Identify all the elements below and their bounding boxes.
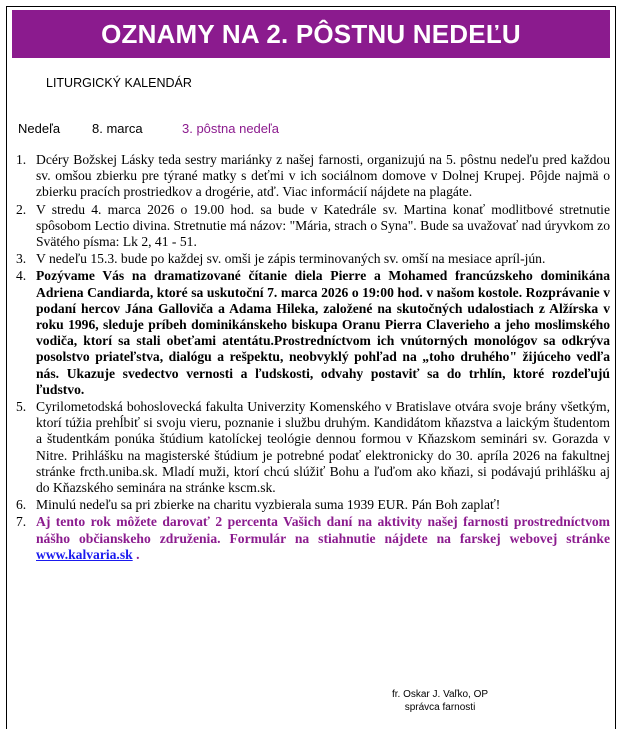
- item-number: 7.: [16, 514, 27, 530]
- list-item: [16, 251, 610, 267]
- item-number: 4.: [16, 268, 27, 284]
- calendar-feast: 3. pôstna nedeľa: [182, 121, 280, 136]
- list-item: [16, 497, 610, 513]
- item-text: V nedeľu 15.3. bude po každej sv. omši je zápis terminovaných sv. omší na mesiace apríl-jún.: [36, 251, 546, 267]
- announcement-list: [16, 152, 610, 564]
- calendar-date: 8. marca: [92, 121, 143, 136]
- signature-name: fr. Oskar J. Vaľko, OP: [391, 689, 489, 700]
- item-number: 6.: [16, 497, 27, 513]
- list-item: [16, 202, 610, 251]
- item-text: V stredu 4. marca 2026 o 19.00 hod. sa bude v Katedrále sv. Martina konať modlitbové stretnutie spôsobom Lectio divina. Stretnutie má názov: "Mária, strach o Syna". Bude sa uvažovať nad úryvkom zo Svätého písma: Lk 2, 41 - 51.: [36, 201, 610, 250]
- item-number: 3.: [16, 251, 27, 267]
- liturgical-calendar-label: LITURGICKÝ KALENDÁR: [46, 76, 192, 90]
- item-text: Dcéry Božskej Lásky teda sestry mariánky z našej farnosti, organizujú na 5. pôstnu nedeľu pred každou sv. omšou zbierku pre týrané matky s deťmi v ich sociálnom domove v Dolnej Krupej. Pôjde najmä o zbierku pracích prostriedkov a drogérie, atď. Viac informácií nájdete na plagáte.: [36, 152, 610, 200]
- website-link[interactable]: www.kalvaria.sk: [36, 546, 133, 562]
- list-item: [16, 399, 610, 496]
- item-text: [36, 514, 610, 563]
- signature-block: [380, 688, 500, 714]
- signature-role: správca farnosti: [404, 702, 476, 713]
- item-text: Minulú nedeľu sa pri zbierke na charitu vyzbierala suma 1939 EUR. Pán Boh zaplať!: [36, 497, 501, 513]
- calendar-day: Nedeľa: [18, 121, 61, 136]
- item-text: Pozývame Vás na dramatizované čítanie diela Pierre a Mohamed francúzskeho dominikána Adriena Candiarda, ktoré sa uskutoční 7. marca 2026 o 19:00 hod. v našom kostole. Rozprávanie v podaní hercov Jána Galloviča a Adama Hileka, založené na skutočných udalostiach z Alžírska v roku 1996, sleduje príbeh dominikánskeho biskupa Oranu Pierra Claverieho a jeho moslimského vodiča, ktorí sa stali obeťami atentátu.Prostredníctvom ich vnútorných monológov sa odkrýva posolstvo priateľstva, dialógu a rešpektu, neobvyklý pohľad na „toho druhého" žijúceho vedľa nás. Ukazuje svedectvo vernosti a ľudskosti, odvahy postaviť sa do trhlín, ktoré rozdeľujú ľudstvo.: [36, 268, 610, 397]
- item-text: Cyrilometodská bohoslovecká fakulta Univerzity Komenského v Bratislave otvára svoje brány všetkým, ktorí túžia prehĺbiť si svoju vieru, poznanie i službu druhým. Kandidátom kňazstva a laickým študentom a študentkám ponúka štúdium katolíckej teológie dennou formou v Kňazskom seminári sv. Gorazda v Nitre. Prihlášku na magisterské štúdium je potrebné podať elektronicky do 30. apríla 2026 na fakultnej stránke frcth.uniba.sk. Mladí muži, ktorí chcú slúžiť Bohu a ľuďom ako kňazi, si podávajú prihlášku aj do Kňazského seminára na stránke kscm.sk.: [36, 399, 610, 496]
- item-text-body: Aj tento rok môžete darovať 2 percenta Vašich daní na aktivity našej farnosti prostredníctvom nášho občianskeho združenia. Formulár na stiahnutie nájdete na farskej webovej stránke: [36, 514, 610, 546]
- list-item: [16, 268, 610, 398]
- item-number: 1.: [16, 152, 27, 167]
- calendar-date-row: [18, 121, 279, 136]
- item-text-suffix: .: [132, 546, 140, 562]
- list-item: [16, 514, 610, 563]
- page-title: OZNAMY NA 2. PÔSTNU NEDEĽU: [12, 10, 610, 58]
- item-number: 2.: [16, 201, 27, 217]
- item-number: 5.: [16, 399, 27, 415]
- list-item: [16, 152, 610, 201]
